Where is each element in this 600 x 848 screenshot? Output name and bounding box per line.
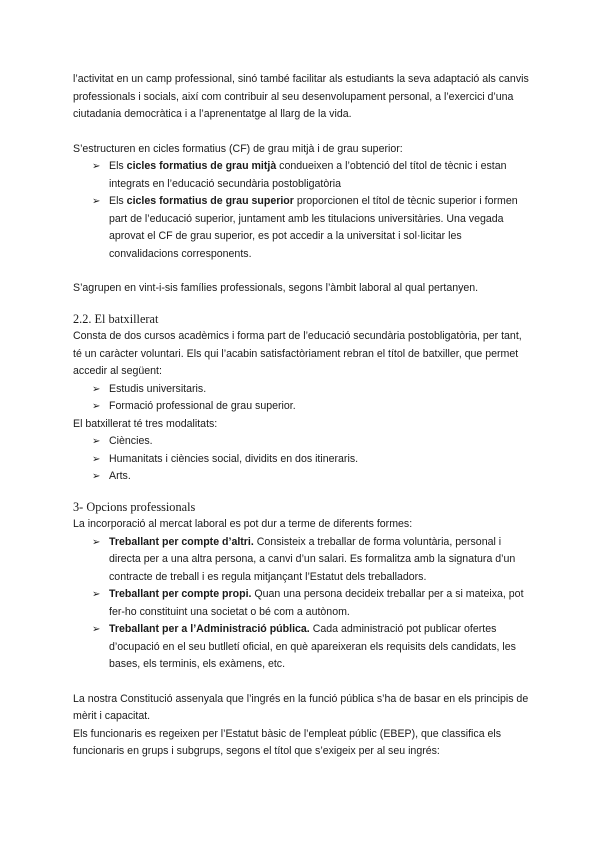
list-item: ➢ Treballant per compte propi. Quan una persona decideix treballar per a si mateixa, pot fer-ho constituint una societat o bé com a autònom. — [92, 588, 524, 618]
modalitats-list — [73, 433, 530, 486]
arrow-bullet-icon: ➢ — [92, 383, 101, 395]
families-paragraph: S’agrupen en vint-i-sis famílies professionals, segons l’àmbit laboral al qual pertanyen. — [73, 282, 479, 294]
cicles-intro: S’estructuren en cicles formatius (CF) de grau mitjà i de grau superior: — [73, 142, 403, 155]
list-item: ➢ Treballant per compte d’altri. Consisteix a treballar de forma voluntària, personal i directa per a una altra persona, a canvi d’un salari. Es formalitza amb la signatura d’un contracte de treball i es regula mitjançant l’Estatut dels treballadors. — [92, 535, 516, 583]
list-item: ➢ Arts. — [92, 468, 530, 486]
bold-term: cicles formatius de grau mitjà — [126, 160, 277, 172]
list-item: ➢ Els cicles formatius de grau mitjà condueixen a l’obtenció del títol de tècnic i estan integrats en l’educació secundària postobligatòria — [92, 160, 507, 190]
arrow-bullet-icon: ➢ — [92, 436, 101, 447]
list-item: ➢ Formació professional de grau superior. — [92, 398, 530, 416]
list-item: ➢ Ciències. — [92, 433, 530, 451]
arrow-bullet-icon: ➢ — [92, 161, 101, 172]
list-item: ➢ Estudis universitaris. — [92, 381, 530, 399]
arrow-bullet-icon: ➢ — [92, 471, 101, 482]
list-item: ➢ Treballant per a l’Administració pública. Cada administració pot publicar ofertes d’ocupació en el seu butlletí oficial, en què apareixeran els requisits dels candidats, les bases, els terminis, els exàmens, etc. — [92, 623, 516, 670]
ebep-paragraph: Els funcionaris es regeixen per l’Estatut bàsic de l’empleat públic (EBEP), que classifica els funcionaris en grups i subgrups, segons el títol que s’exigeix per al seu ingrés: — [73, 727, 502, 757]
access-list — [73, 381, 530, 416]
section-heading-opcions: 3- Opcions professionals — [73, 499, 196, 514]
arrow-bullet-icon: ➢ — [92, 624, 101, 635]
list-item: ➢ Els cicles formatius de grau superior proporcionen el títol de tècnic superior i formen part de l’educació superior, juntament amb les titulacions universitàries. Una vegada aprovat el CF de grau superior, es pot accedir a la universitat i sol·licitar les convalidacions corresponents. — [92, 195, 518, 260]
intro-paragraph: l’activitat en un camp professional, sinó també facilitar als estudiants la seva adaptació als canvis professionals i socials, així com contribuir al seu desenvolupament personal, a l’exercici d’una ciutadania democràtica i a l’aprenentatge al llarg de la vida. — [73, 73, 529, 120]
arrow-bullet-icon: ➢ — [92, 196, 101, 207]
bold-term: Treballant per compte d’altri. — [109, 535, 254, 548]
bold-term: Treballant per a l’Administració pública. — [109, 623, 310, 635]
cicles-list — [73, 158, 530, 263]
batxillerat-paragraph: Consta de dos cursos acadèmics i forma part de l’educació secundària postobligatòria, per tant, té un caràcter voluntari. Els qui l’acabin satisfactòriament rebran el títol de batxiller, que permet accedir al següent: — [73, 330, 522, 377]
modalitats-intro: El batxillerat té tres modalitats: — [73, 417, 218, 430]
list-item: ➢ Humanitats i ciències social, dividits en dos itineraris. — [92, 451, 530, 469]
arrow-bullet-icon: ➢ — [92, 536, 101, 548]
constitucio-paragraph: La nostra Constitució assenyala que l’ingrés en la funció pública s’ha de basar en els principis de mèrit i capacitat. — [73, 692, 529, 722]
arrow-bullet-icon: ➢ — [92, 589, 101, 600]
arrow-bullet-icon: ➢ — [92, 453, 101, 465]
opcions-intro: La incorporació al mercat laboral es pot dur a terme de diferents formes: — [73, 518, 413, 530]
section-heading-batxillerat: 2.2. El batxillerat — [73, 311, 159, 326]
opcions-list — [73, 534, 530, 674]
arrow-bullet-icon: ➢ — [92, 401, 101, 412]
bold-term: Treballant per compte propi. — [109, 588, 252, 600]
bold-term: cicles formatius de grau superior — [126, 195, 294, 207]
